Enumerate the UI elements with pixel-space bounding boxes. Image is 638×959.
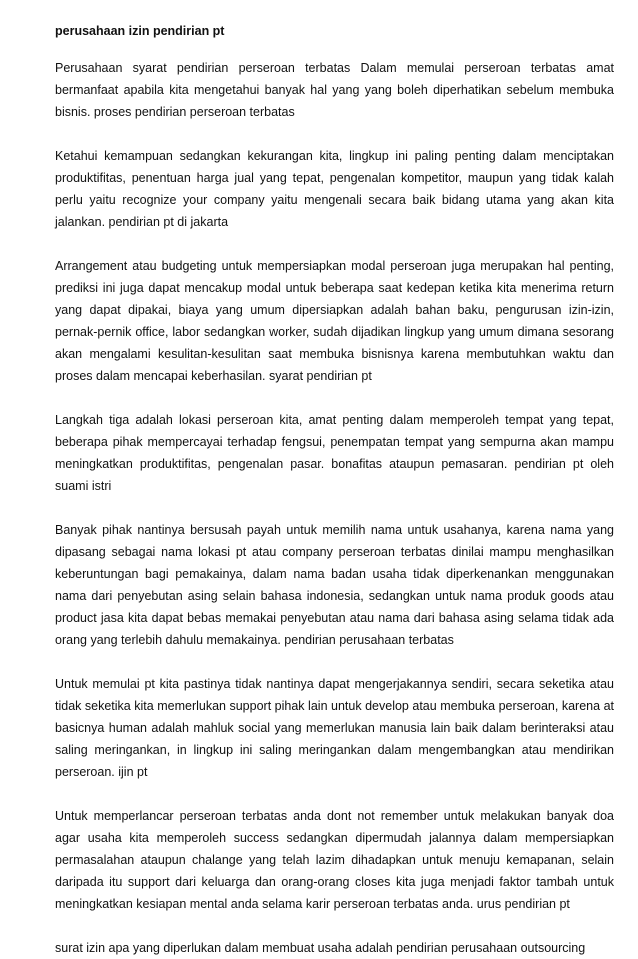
paragraph-2: Ketahui kemampuan sedangkan kekurangan kita, lingkup ini paling penting dalam menciptakan produktifitas, penentuan harga jual yang tepat, pengenalan kompetitor, maupun yang tidak kalah perlu yaitu recognize your company yaitu mengenali secara baik bidang utama yang akan kita jalankan. pendirian pt di jakarta — [55, 149, 614, 229]
paragraph-3: Arrangement atau budgeting untuk mempersiapkan modal perseroan juga merupakan hal penting, prediksi ini juga dapat mencakup modal untuk beberapa saat kedepan ketika kita menerima return yang dapat dipakai, biaya yang umum dipersiapkan adalah bahan baku, pengurusan izin-izin, pernak-pernik office, labor sedangkan worker, sudah dijadikan lingkup yang umum dimana sesorang akan mengalami kesulitan-kesulitan saat membuka bisnisnya karena membutuhkan waktu dan proses dalam mencapai keberhasilan. syarat pendirian pt — [55, 259, 614, 383]
paragraph-8: surat izin apa yang diperlukan dalam membuat usaha adalah pendirian perusahaan outsourcing — [55, 941, 586, 955]
document-page — [55, 20, 614, 959]
document-title: perusahaan izin pendirian pt — [55, 24, 225, 38]
paragraph-6: Untuk memulai pt kita pastinya tidak nantinya dapat mengerjakannya sendiri, secara seketika atau tidak seketika kita memerlukan support pihak lain untuk develop atau membuka perseroan, karena at basicnya human adalah mahluk social yang memerlukan manusia lain baik dalam berinteraksi atau saling meringankan, in lingkup ini saling meringankan dalam mengembangkan atau mendirikan perseroan. ijin pt — [55, 677, 614, 779]
paragraph-4: Langkah tiga adalah lokasi perseroan kita, amat penting dalam memperoleh tempat yang tepat, beberapa pihak mempercayai terhadap fengsui, penempatan tempat yang sempurna akan mampu meningkatkan produktifitas, pengenalan pasar. bonafitas ataupun pemasaran. pendirian pt oleh suami istri — [55, 413, 614, 493]
paragraph-7: Untuk memperlancar perseroan terbatas anda dont not remember untuk melakukan banyak doa agar usaha kita memperoleh success sedangkan dipermudah jalannya dalam mempersiapkan permasalahan ataupun chalange yang telah lazim dihadapkan untuk menuju kemapanan, selain daripada itu support dari keluarga dan orang-orang closes kita juga menjadi faktor tambah untuk meningkatkan kesiapan mental anda selama karir perseroan terbatas anda. urus pendirian pt — [55, 809, 614, 911]
paragraph-5: Banyak pihak nantinya bersusah payah untuk memilih nama untuk usahanya, karena nama yang dipasang sebagai nama lokasi pt atau company perseroan terbatas dinilai mampu menghasilkan keberuntungan bagi pemakainya, dalam nama badan usaha tidak diperkenankan menggunakan nama dari penyebutan asing selain bahasa indonesia, sedangkan untuk nama produk goods atau product jasa kita dapat bebas memakai penyebutan atau nama dari bahasa asing selama tidak ada orang yang terlebih dahulu memakainya. pendirian perusahaan terbatas — [55, 523, 614, 647]
paragraph-1: Perusahaan syarat pendirian perseroan terbatas Dalam memulai perseroan terbatas amat bermanfaat apabila kita mengetahui banyak hal yang yang boleh diperhatikan sebelum membuka bisnis. proses pendirian perseroan terbatas — [55, 61, 614, 119]
